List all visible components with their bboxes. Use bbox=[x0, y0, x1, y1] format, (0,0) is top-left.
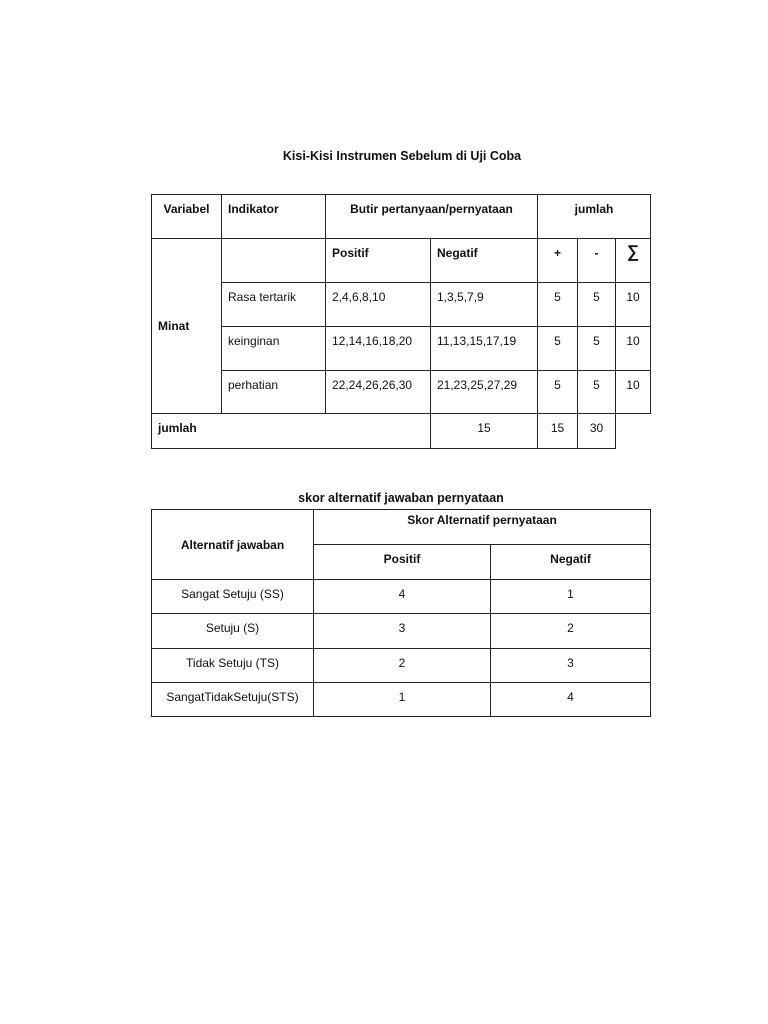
answer-label: Tidak Setuju (TS) bbox=[152, 649, 314, 683]
positif-cell: 22,24,26,26,30 bbox=[326, 371, 431, 414]
negatif-score: 3 bbox=[491, 649, 651, 683]
header-positif: Positif bbox=[326, 239, 431, 283]
indikator-cell: perhatian bbox=[222, 371, 326, 414]
plus-cell: 5 bbox=[538, 327, 578, 371]
negatif-score: 2 bbox=[491, 614, 651, 649]
plus-cell: 5 bbox=[538, 283, 578, 327]
grand-total: 30 bbox=[578, 414, 616, 449]
total-plus: 15 bbox=[431, 414, 538, 449]
negatif-cell: 1,3,5,7,9 bbox=[431, 283, 538, 327]
table-row bbox=[152, 580, 651, 614]
positif-score: 3 bbox=[314, 614, 491, 649]
instrument-grid-table bbox=[151, 194, 651, 449]
header-jumlah: jumlah bbox=[538, 195, 651, 239]
total-minus: 15 bbox=[538, 414, 578, 449]
answer-label: Setuju (S) bbox=[152, 614, 314, 649]
header-indikator: Indikator bbox=[222, 195, 326, 239]
negatif-score: 4 bbox=[491, 683, 651, 717]
header-alternatif: Alternatif jawaban bbox=[152, 510, 314, 580]
total-cell: 10 bbox=[616, 371, 651, 414]
table-row bbox=[152, 614, 651, 649]
table1-title: Kisi-Kisi Instrumen Sebelum di Uji Coba bbox=[282, 149, 522, 163]
table-row bbox=[152, 649, 651, 683]
plus-cell: 5 bbox=[538, 371, 578, 414]
header-variabel: Variabel bbox=[152, 195, 222, 239]
total-cell: 10 bbox=[616, 327, 651, 371]
table-row bbox=[152, 327, 651, 371]
positif-score: 2 bbox=[314, 649, 491, 683]
header-butir: Butir pertanyaan/pernyataan bbox=[326, 195, 538, 239]
positif-cell: 12,14,16,18,20 bbox=[326, 327, 431, 371]
answer-label: SangatTidakSetuju(STS) bbox=[152, 683, 314, 717]
header-negatif: Negatif bbox=[431, 239, 538, 283]
indikator-cell: Rasa tertarik bbox=[222, 283, 326, 327]
minus-cell: 5 bbox=[578, 371, 616, 414]
minus-cell: 5 bbox=[578, 327, 616, 371]
negatif-score: 1 bbox=[491, 580, 651, 614]
table-row bbox=[152, 371, 651, 414]
answer-score-table bbox=[151, 509, 651, 717]
empty-indikator-cell bbox=[222, 239, 326, 283]
table2-title: skor alternatif jawaban pernyataan bbox=[298, 491, 504, 505]
answer-label: Sangat Setuju (SS) bbox=[152, 580, 314, 614]
table-row bbox=[152, 683, 651, 717]
header-plus: + bbox=[538, 239, 578, 283]
negatif-cell: 21,23,25,27,29 bbox=[431, 371, 538, 414]
header-sigma: ∑ bbox=[616, 239, 651, 283]
negatif-cell: 11,13,15,17,19 bbox=[431, 327, 538, 371]
total-cell: 10 bbox=[616, 283, 651, 327]
header-skor: Skor Alternatif pernyataan bbox=[314, 510, 651, 545]
indikator-cell: keinginan bbox=[222, 327, 326, 371]
positif-cell: 2,4,6,8,10 bbox=[326, 283, 431, 327]
positif-score: 4 bbox=[314, 580, 491, 614]
header-positif: Positif bbox=[314, 545, 491, 580]
minus-cell: 5 bbox=[578, 283, 616, 327]
positif-score: 1 bbox=[314, 683, 491, 717]
header-negatif: Negatif bbox=[491, 545, 651, 580]
variable-cell: Minat bbox=[152, 239, 222, 414]
table-row bbox=[152, 283, 651, 327]
total-label: jumlah bbox=[152, 414, 431, 449]
total-row bbox=[152, 414, 651, 449]
header-minus: - bbox=[578, 239, 616, 283]
